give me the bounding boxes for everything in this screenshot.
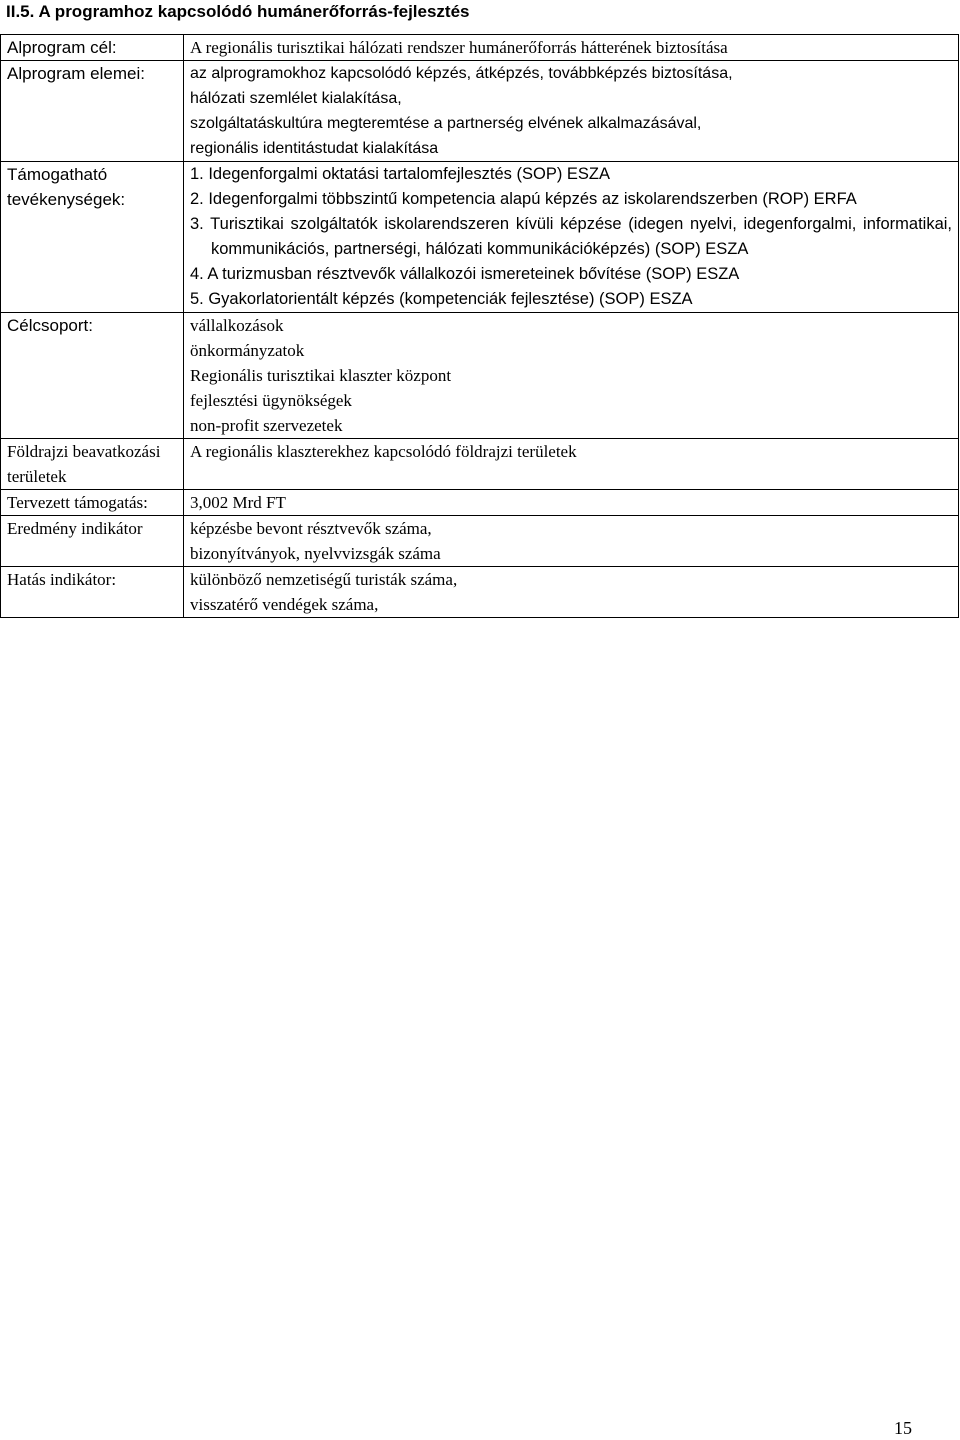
impact-label: Hatás indikátor: xyxy=(1,567,184,618)
elements-label: Alprogram elemei: xyxy=(1,61,184,162)
support-value: 3,002 Mrd FT xyxy=(190,493,286,512)
row-support xyxy=(1,490,959,516)
elements-line-1: az alprogramokhoz kapcsolódó képzés, átképzés, továbbképzés biztosítása, xyxy=(190,65,733,82)
geo-value: A regionális klaszterekhez kapcsolódó földrajzi területek xyxy=(190,442,577,461)
activity-item-3: 3. Turisztikai szolgáltatók iskolarendszeren kívüli képzése (idegen nyelvi, idegenforgalmi, informatikai, kommunikációs, partnerségi, hálózati kommunikációképzés) (SOP) ESZA xyxy=(190,215,952,258)
elements-line-4: regionális identitástudat kialakítása xyxy=(190,140,439,157)
target-group-line-2: önkormányzatok xyxy=(190,341,305,360)
goal-value: A regionális turisztikai hálózati rendszer humánerőforrás hátterének biztosítása xyxy=(190,38,728,57)
impact-line-2: visszatérő vendégek száma, xyxy=(190,595,379,614)
impact-line-1: különböző nemzetiségű turisták száma, xyxy=(190,570,458,589)
elements-line-3: szolgáltatáskultúra megteremtése a partnerség elvének alkalmazásával, xyxy=(190,115,702,132)
result-line-2: bizonyítványok, nyelvvizsgák száma xyxy=(190,544,441,563)
result-line-1: képzésbe bevont résztvevők száma, xyxy=(190,519,432,538)
target-group-line-4: fejlesztési ügynökségek xyxy=(190,391,352,410)
page-number: 15 xyxy=(894,1418,912,1438)
elements-line-2: hálózati szemlélet kialakítása, xyxy=(190,90,402,107)
result-label: Eredmény indikátor xyxy=(1,516,184,567)
target-group-line-3: Regionális turisztikai klaszter központ xyxy=(190,366,452,385)
row-geo xyxy=(1,439,959,490)
activities-label: Támogatható tevékenységek: xyxy=(1,162,184,313)
row-target-group xyxy=(1,313,959,439)
target-group-line-1: vállalkozások xyxy=(190,316,284,335)
geo-label: Földrajzi beavatkozási területek xyxy=(1,439,184,490)
row-activities xyxy=(1,162,959,313)
goal-label: Alprogram cél: xyxy=(1,35,184,61)
row-goal xyxy=(1,35,959,61)
row-result xyxy=(1,516,959,567)
activity-item-1: 1. Idegenforgalmi oktatási tartalomfejlesztés (SOP) ESZA xyxy=(190,165,611,183)
activity-item-2: 2. Idegenforgalmi többszintű kompetencia alapú képzés az iskolarendszerben (ROP) ERFA xyxy=(190,190,857,208)
row-impact xyxy=(1,567,959,618)
activity-item-5: 5. Gyakorlatorientált képzés (kompetenciák fejlesztése) (SOP) ESZA xyxy=(190,290,693,308)
target-group-line-5: non-profit szervezetek xyxy=(190,416,343,435)
section-title: II.5. A programhoz kapcsolódó humánerőforrás-fejlesztés xyxy=(6,2,470,21)
subprogram-table xyxy=(0,34,959,618)
support-label: Tervezett támogatás: xyxy=(1,490,184,516)
row-elements xyxy=(1,61,959,162)
target-group-label: Célcsoport: xyxy=(1,313,184,439)
activity-item-4: 4. A turizmusban résztvevők vállalkozói ismereteinek bővítése (SOP) ESZA xyxy=(190,265,740,283)
